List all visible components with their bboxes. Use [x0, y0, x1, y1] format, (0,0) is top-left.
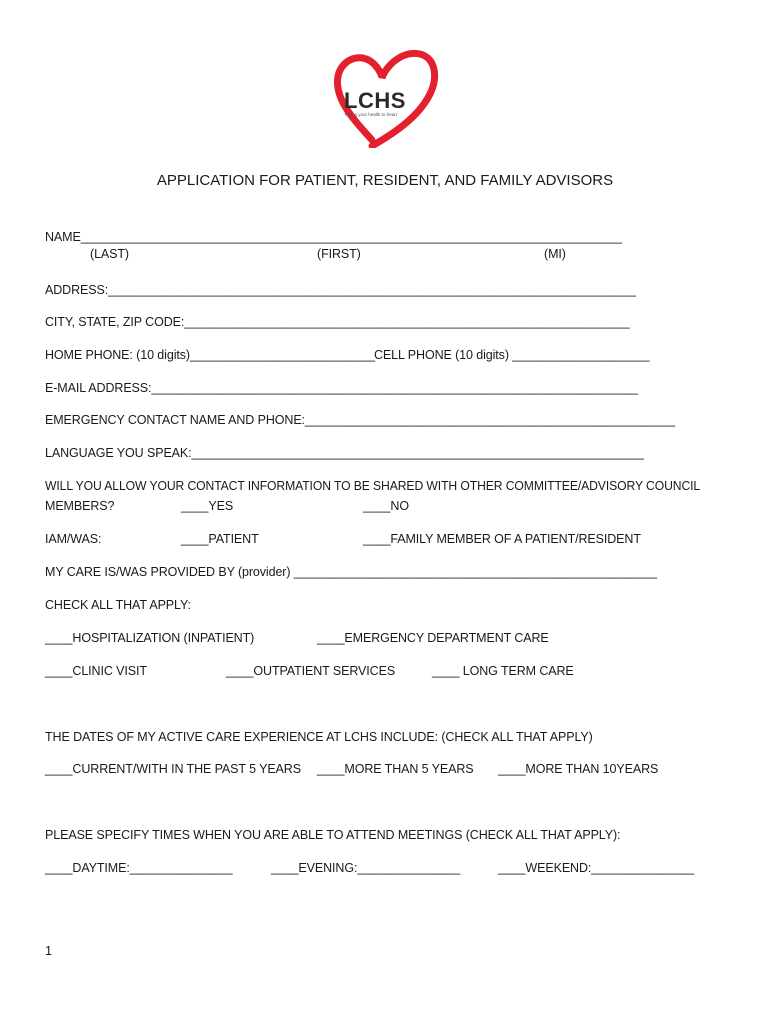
iam-family-option[interactable]: ____FAMILY MEMBER OF A PATIENT/RESIDENT: [363, 532, 641, 546]
lchs-logo: [332, 48, 440, 148]
weekend-option[interactable]: ____WEEKEND:_______________: [498, 861, 695, 875]
name-first-label: (FIRST): [317, 247, 361, 261]
share-no-option[interactable]: ____NO: [363, 499, 409, 513]
iam-label: IAM/WAS:: [45, 532, 102, 546]
emergency-dept-option[interactable]: ____EMERGENCY DEPARTMENT CARE: [317, 631, 549, 645]
share-yes-option[interactable]: ____YES: [181, 499, 234, 513]
clinic-visit-option[interactable]: ____CLINIC VISIT: [45, 664, 147, 678]
dates-more10-option[interactable]: ____MORE THAN 10YEARS: [498, 762, 659, 776]
times-label: PLEASE SPECIFY TIMES WHEN YOU ARE ABLE TO ATTEND MEETINGS (CHECK ALL THAT APPLY):: [45, 828, 621, 842]
page-title: APPLICATION FOR PATIENT, RESIDENT, AND FAMILY ADVISORS: [156, 172, 614, 189]
address-field[interactable]: ADDRESS:_____________________________________________________________________________: [45, 283, 636, 297]
share-question-line1: WILL YOU ALLOW YOUR CONTACT INFORMATION TO BE SHARED WITH OTHER COMMITTEE/ADVISORY COUNCIL: [45, 479, 701, 493]
share-question-line2: MEMBERS?: [45, 499, 115, 513]
hospitalization-option[interactable]: ____HOSPITALIZATION (INPATIENT): [45, 631, 255, 645]
name-last-label: (LAST): [90, 247, 129, 261]
page-number: 1: [45, 944, 52, 958]
evening-option[interactable]: ____EVENING:_______________: [271, 861, 461, 875]
logo-text: LCHS: [344, 88, 406, 113]
dates-more5-option[interactable]: ____MORE THAN 5 YEARS: [317, 762, 474, 776]
email-field[interactable]: E-MAIL ADDRESS:_______________________________________________________________________: [45, 381, 638, 395]
long-term-care-option[interactable]: ____ LONG TERM CARE: [432, 664, 574, 678]
home-phone-field[interactable]: HOME PHONE: (10 digits)___________________________: [45, 348, 375, 362]
name-field[interactable]: NAME_______________________________________________________________________________: [45, 230, 623, 244]
logo-tagline: Taking your health to heart: [344, 112, 398, 117]
check-all-label: CHECK ALL THAT APPLY:: [45, 598, 191, 612]
name-mi-label: (MI): [544, 247, 566, 261]
provider-field[interactable]: MY CARE IS/WAS PROVIDED BY (provider) _____________________________________________________: [45, 565, 657, 579]
daytime-option[interactable]: ____DAYTIME:_______________: [45, 861, 233, 875]
iam-patient-option[interactable]: ____PATIENT: [181, 532, 259, 546]
emergency-contact-field[interactable]: EMERGENCY CONTACT NAME AND PHONE:______________________________________________________: [45, 413, 675, 427]
language-field[interactable]: LANGUAGE YOU SPEAK:__________________________________________________________________: [45, 446, 644, 460]
dates-label: THE DATES OF MY ACTIVE CARE EXPERIENCE AT LCHS INCLUDE: (CHECK ALL THAT APPLY): [45, 730, 593, 744]
city-state-zip-field[interactable]: CITY, STATE, ZIP CODE:_________________________________________________________________: [45, 315, 630, 329]
outpatient-option[interactable]: ____OUTPATIENT SERVICES: [226, 664, 396, 678]
dates-current-option[interactable]: ____CURRENT/WITH IN THE PAST 5 YEARS: [45, 762, 301, 776]
cell-phone-field[interactable]: CELL PHONE (10 digits) ____________________: [374, 348, 650, 362]
